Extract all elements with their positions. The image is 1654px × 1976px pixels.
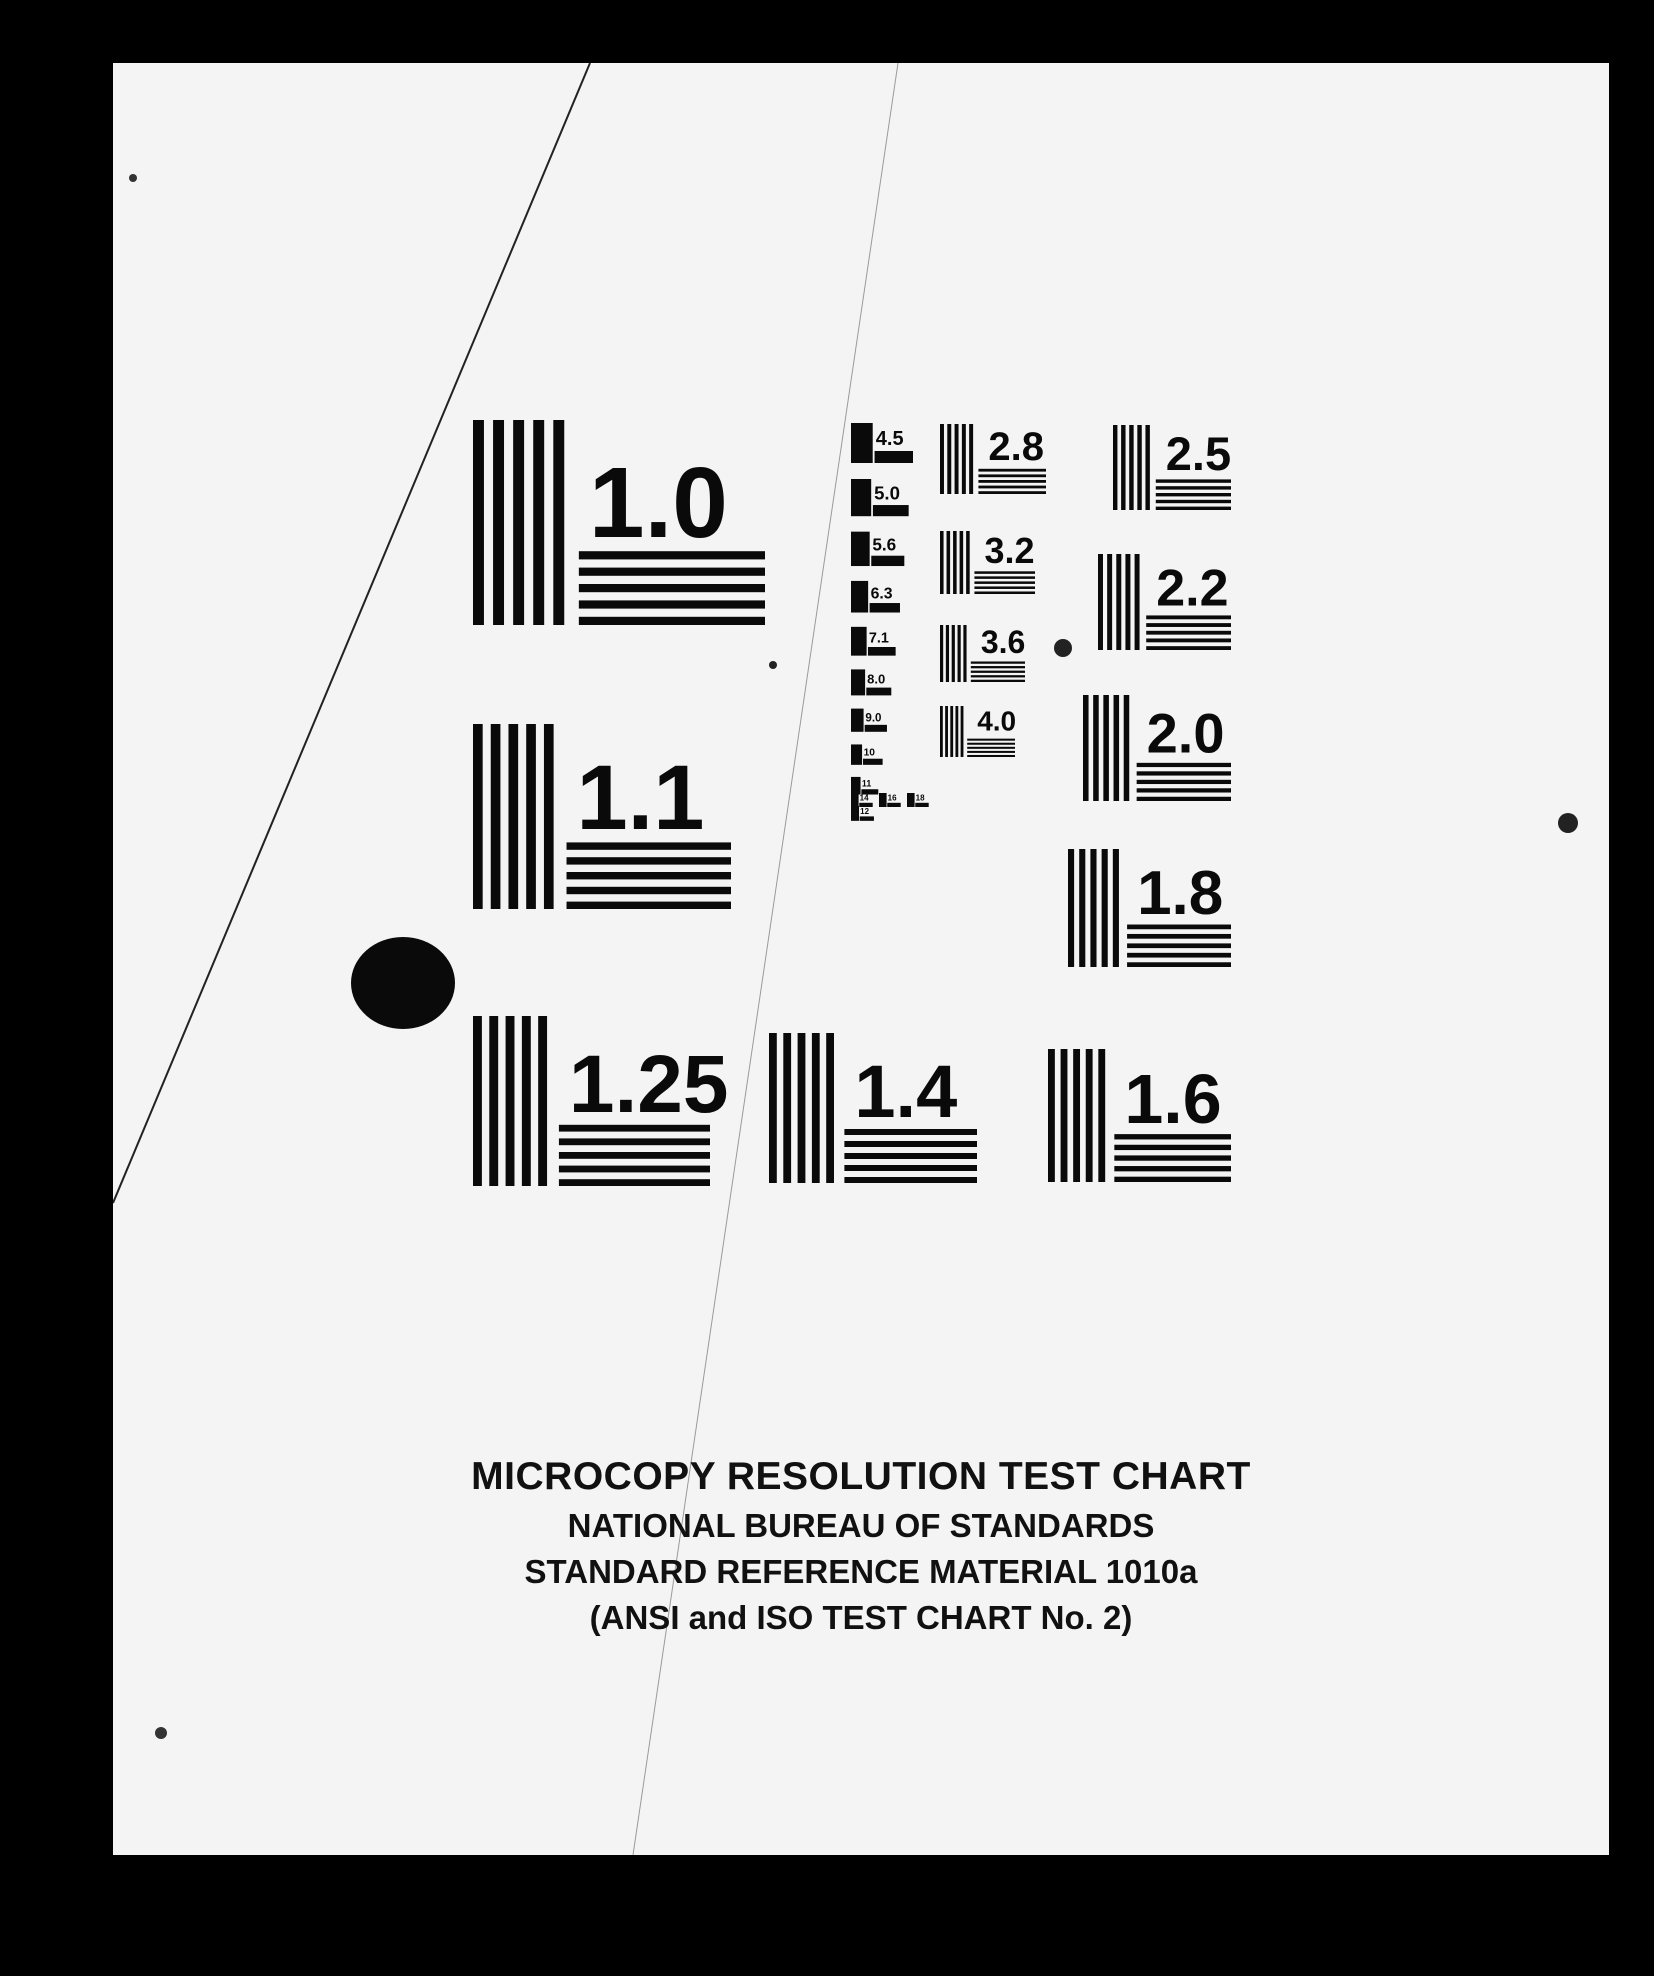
small-pattern-label: 18 — [915, 793, 925, 803]
caption-line-4: (ANSI and ISO TEST CHART No. 2) — [589, 1599, 1133, 1636]
pattern-2-8-label: 2.8 — [988, 425, 1045, 469]
small-pattern-label: 5.6 — [872, 534, 897, 555]
pattern-4-0 — [940, 706, 1016, 757]
pattern-1-25 — [473, 1016, 729, 1186]
small-pattern-5-0 — [851, 479, 909, 516]
pattern-3-6 — [940, 624, 1025, 682]
small-pattern-label: 10 — [863, 747, 875, 759]
pattern-2-5 — [1113, 425, 1231, 510]
pattern-1-4 — [769, 1033, 977, 1183]
small-pattern-label: 5.0 — [874, 482, 900, 504]
small-pattern-9-0 — [851, 709, 887, 732]
small-pattern-4-5 — [851, 423, 913, 463]
pattern-2-2-label: 2.2 — [1156, 559, 1229, 618]
small-pattern-5-6 — [851, 532, 904, 566]
pattern-1-0-label: 1.0 — [588, 447, 728, 559]
small-pattern-8-0 — [851, 669, 891, 695]
ink-blot — [351, 937, 455, 1029]
small-pattern-7-1 — [851, 627, 896, 656]
small-pattern-16 — [879, 793, 901, 807]
pattern-2-2 — [1098, 554, 1231, 650]
caption-line-3: STANDARD REFERENCE MATERIAL 1010a — [524, 1553, 1198, 1590]
small-pattern-6-3 — [851, 581, 900, 613]
small-pattern-label: 7.1 — [868, 630, 889, 647]
small-pattern-label: 16 — [887, 793, 897, 803]
small-pattern-label: 4.5 — [875, 428, 904, 450]
test-chart-sheet — [113, 63, 1609, 1855]
small-pattern-label: 14 — [859, 793, 869, 803]
pattern-3-2 — [940, 530, 1035, 594]
pattern-1-1-label: 1.1 — [576, 747, 705, 849]
pattern-1-1 — [473, 724, 731, 909]
pattern-1-25-label: 1.25 — [568, 1039, 729, 1130]
small-pattern-label: 6.3 — [870, 585, 893, 603]
pattern-3-2-label: 3.2 — [984, 529, 1035, 571]
pattern-1-4-label: 1.4 — [854, 1050, 958, 1133]
chart-captions — [113, 1455, 1609, 1645]
small-pattern-10 — [851, 744, 883, 764]
chart-title: MICROCOPY RESOLUTION TEST CHART — [471, 1455, 1251, 1498]
small-pattern-18 — [907, 793, 929, 807]
pattern-2-0 — [1083, 695, 1231, 801]
small-pattern-11 — [851, 777, 878, 795]
caption-line-2: NATIONAL BUREAU OF STANDARDS — [567, 1507, 1155, 1544]
pattern-1-8-label: 1.8 — [1137, 858, 1224, 928]
pattern-3-6-label: 3.6 — [980, 624, 1026, 661]
small-pattern-label: 12 — [860, 807, 870, 817]
small-pattern-14 — [851, 793, 873, 807]
small-pattern-label: 8.0 — [867, 671, 886, 687]
pattern-1-6-label: 1.6 — [1124, 1059, 1222, 1138]
small-pattern-12 — [851, 806, 874, 821]
pattern-2-8 — [940, 424, 1046, 494]
small-pattern-label: 11 — [861, 778, 872, 789]
small-pattern-label: 9.0 — [865, 711, 882, 725]
pattern-1-0 — [473, 420, 765, 625]
pattern-1-8 — [1068, 849, 1231, 967]
pattern-1-6 — [1048, 1049, 1231, 1182]
pattern-2-5-label: 2.5 — [1165, 427, 1232, 480]
pattern-2-0-label: 2.0 — [1146, 701, 1225, 765]
pattern-4-0-label: 4.0 — [977, 705, 1017, 737]
